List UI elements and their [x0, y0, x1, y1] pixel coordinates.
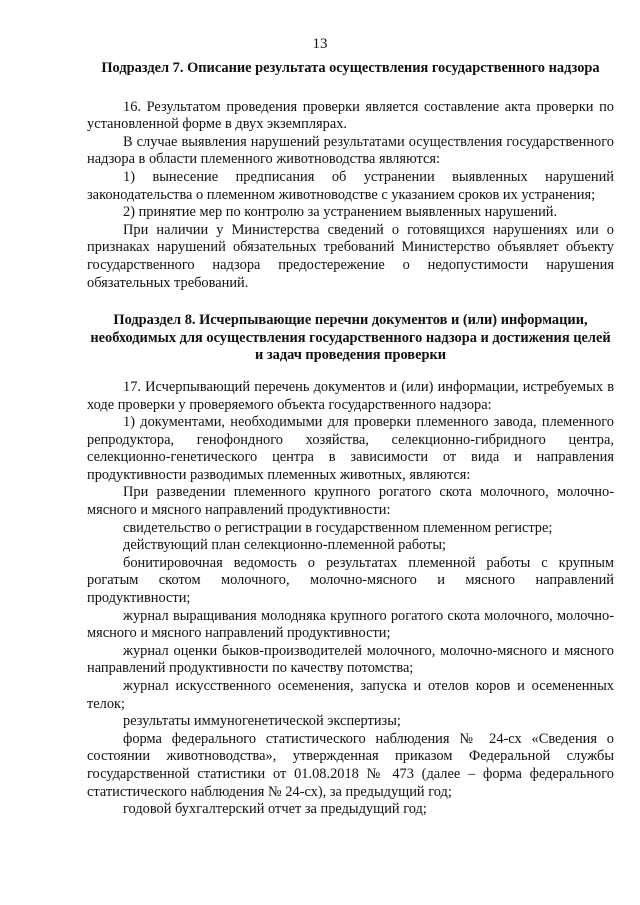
page-number: 13 — [312, 36, 328, 52]
list-item: 1) документами, необходимыми для проверки племенного завода, племенного репродуктора, генофондного хозяйства, селекционно-гибридного центра, селекционно-генетического центра в зависимости от вида и направления продуктивности разводимых племенных животных, являются: — [87, 414, 614, 483]
list-item: бонитировочная ведомость о результатах племенной работы с крупным рогатым скотом молочного, молочно-мясного и мясного направлений продуктивности; — [87, 554, 614, 607]
paragraph: 17. Исчерпывающий перечень документов и (или) информации, истребуемых в ходе проверки у проверяемого объекта государственного надзора: — [87, 378, 614, 413]
list-item: журнал выращивания молодняка крупного рогатого скота молочного, молочно-мясного и мясного направлений продуктивности; — [87, 607, 614, 642]
paragraph: 16. Результатом проведения проверки является составление акта проверки по установленной форме в двух экземплярах. — [87, 98, 614, 133]
subsection-8-heading: Подраздел 8. Исчерпывающие перечни документов и (или) информации, необходимых для осуществления государственного надзора и достижения целей и задач проведения проверки — [90, 312, 611, 364]
paragraph: При разведении племенного крупного рогатого скота молочного, молочно-мясного и мясного направлений продуктивности: — [87, 484, 614, 519]
paragraph: В случае выявления нарушений результатами осуществления государственного надзора в области племенного животноводства являются: — [87, 133, 614, 168]
paragraph: При наличии у Министерства сведений о готовящихся нарушениях или о признаках нарушений обязательных требований Министерство объявляет объекту государственного надзора предостережение о недопустимости нарушения обязательных требований. — [87, 221, 614, 291]
list-item: журнал оценки быков-производителей молочного, молочно-мясного и мясного направлений продуктивности по качеству потомства; — [87, 642, 614, 677]
list-item: журнал искусственного осеменения, запуска и отелов коров и осемененных телок; — [87, 678, 614, 712]
subsection-7-heading: Подраздел 7. Описание результата осуществления государственного надзора — [101, 60, 600, 76]
list-item: 1) вынесение предписания об устранении выявленных нарушений законодательства о племенном животноводстве с указанием сроков их устранения; — [87, 168, 614, 203]
list-item: форма федерального статистического наблюдения № 24-сх «Сведения о состоянии животноводства», утвержденная приказом Федеральной службы государственной статистики от 01.08.2018 № 473 (далее – форма федерального статистического наблюдения № 24-сх), за предыдущий год; — [87, 730, 614, 800]
list-item: результаты иммуногенетической экспертизы; — [123, 713, 401, 730]
list-item: 2) принятие мер по контролю за устранением выявленных нарушений. — [123, 204, 558, 221]
list-item: свидетельство о регистрации в государственном племенном регистре; — [123, 519, 553, 536]
list-item: действующий план селекционно-племенной работы; — [123, 537, 447, 554]
page-content — [87, 60, 614, 819]
list-item: годовой бухгалтерский отчет за предыдущий год; — [123, 801, 427, 818]
